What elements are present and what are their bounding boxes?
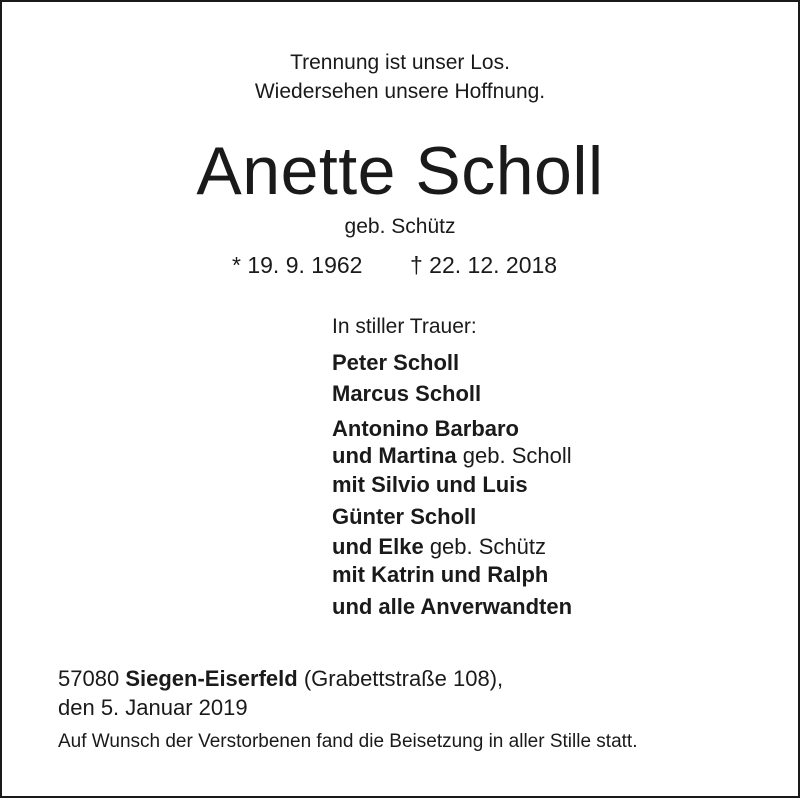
mourner-name: und Elke bbox=[332, 534, 424, 559]
mourner-name: mit Silvio und Luis bbox=[332, 472, 528, 497]
mourner-name: Günter Scholl bbox=[332, 504, 477, 529]
death-date: † 22. 12. 2018 bbox=[410, 252, 558, 278]
mourner-name: Marcus Scholl bbox=[332, 381, 482, 406]
mourner-name: Antonino Barbaro bbox=[332, 416, 519, 441]
quote-line-2: Wiedersehen unsere Hoffnung. bbox=[254, 80, 546, 103]
mourner-line bbox=[332, 560, 548, 590]
address-line bbox=[58, 664, 503, 694]
street: (Grabettstraße 108), bbox=[303, 666, 504, 691]
birth-date: * 19. 9. 1962 bbox=[232, 252, 363, 278]
mourner-name: Peter Scholl bbox=[332, 350, 460, 375]
mourner-line bbox=[332, 470, 528, 500]
city: Siegen-Eiserfeld bbox=[125, 666, 298, 691]
maiden-name: geb. Schütz bbox=[344, 215, 456, 238]
mourner-line bbox=[332, 379, 481, 409]
mourner-line bbox=[332, 348, 459, 378]
deceased-name: Anette Scholl bbox=[196, 133, 604, 209]
mourner-maiden-name: geb. Schütz bbox=[429, 534, 546, 559]
mourner-line bbox=[332, 441, 572, 471]
mourner-maiden-name: geb. Scholl bbox=[462, 443, 572, 468]
mourning-intro: In stiller Trauer: bbox=[332, 315, 477, 338]
mourner-line bbox=[332, 502, 476, 532]
mourner-name: und Martina bbox=[332, 443, 457, 468]
burial-note: Auf Wunsch der Verstorbenen fand die Beisetzung in aller Stille statt. bbox=[58, 731, 638, 752]
mourner-line bbox=[332, 414, 519, 444]
mourner-name: und alle Anverwandten bbox=[332, 594, 573, 619]
notice-date: den 5. Januar 2019 bbox=[58, 695, 248, 720]
postal-code: 57080 bbox=[58, 666, 120, 691]
mourner-line bbox=[332, 532, 546, 562]
quote-line-1: Trennung ist unser Los. bbox=[290, 51, 510, 74]
mourner-line bbox=[332, 592, 572, 622]
mourner-name: mit Katrin und Ralph bbox=[332, 562, 549, 587]
